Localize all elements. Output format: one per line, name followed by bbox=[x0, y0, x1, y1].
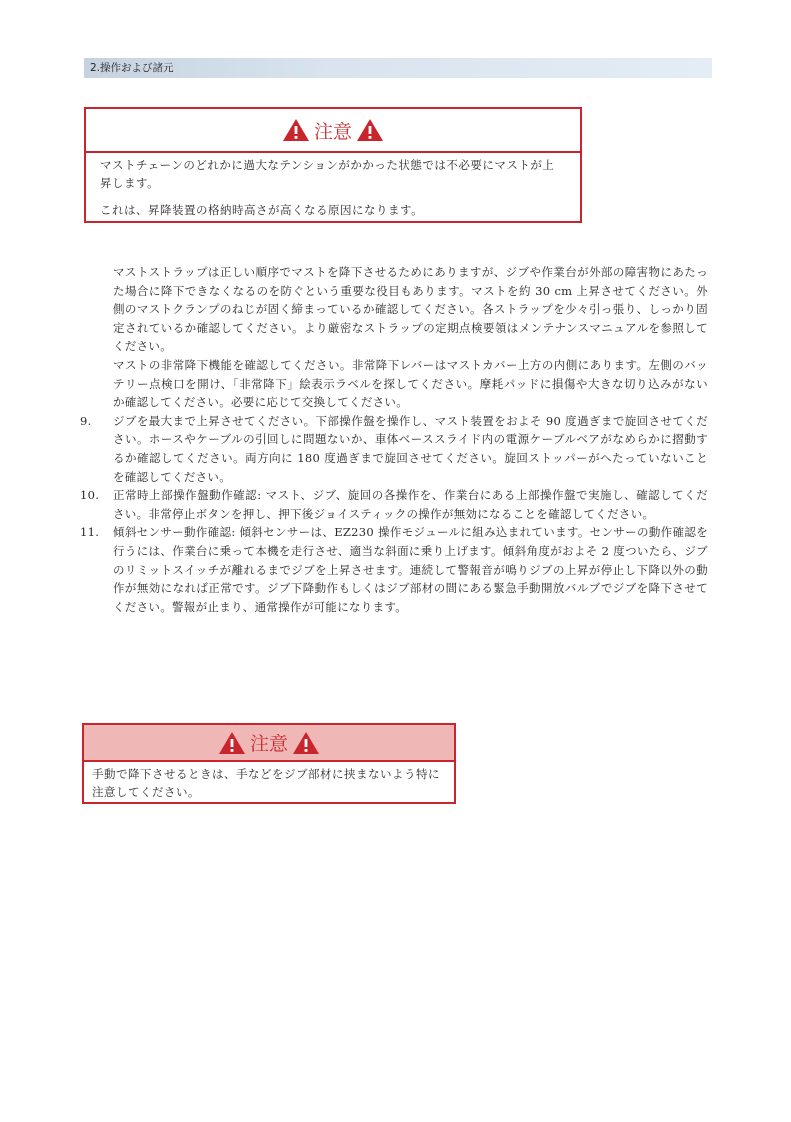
list-item bbox=[80, 412, 708, 486]
warning-triangle-icon bbox=[292, 731, 320, 755]
item-number: 10. bbox=[80, 488, 100, 503]
list-item bbox=[80, 486, 708, 523]
caution-title: 注意 bbox=[313, 120, 352, 143]
caution-title-bar bbox=[84, 725, 454, 762]
item-text: ジブを最大まで上昇させてください。下部操作盤を操作し、マスト装置をおよそ 90 度過ぎまで旋回させてください。ホースやケーブルの引回しに問題ないか、車体ベーススライド内の電源ケーブルベアがなめらかに摺動するか確認してください。両方向に 180 度過ぎまで旋回させてください。旋回ストッパーがへたっていないことを確認してください。 bbox=[113, 413, 708, 484]
body-text bbox=[80, 263, 708, 616]
caution-line-1: マストチェーンのどれかに過大なテンションがかかった状態では不必要にマストが上昇します。 bbox=[100, 158, 555, 190]
warning-triangle-icon bbox=[218, 731, 246, 755]
caution-box-bottom bbox=[82, 723, 456, 804]
item-text: 正常時上部操作盤動作確認: マスト、ジブ、旋回の各操作を、作業台にある上部操作盤で実施し、確認してください。非常停止ボタンを押し、押下後ジョイスティックの操作が無効になることを確認してください。 bbox=[113, 488, 708, 521]
paragraph-emergency-lowering: マストの非常降下機能を確認してください。非常降下レバーはマストカバー上方の内側にあります。左側のバッテリー点検口を開け、「非常降下」絵表示ラベルを探してください。摩耗パッドに損傷や大きな切り込みがないか確認してください。必要に応じて交換してください。 bbox=[113, 357, 708, 410]
item-text: 傾斜センサー動作確認: 傾斜センサーは、EZ230 操作モジュールに組み込まれています。センサーの動作確認を行うには、作業台に乗って本機を走行させ、適当な斜面に乗り上げます。傾斜角度がおよそ 2 度ついたら、ジブのリミットスイッチが離れるまでジブを上昇させます。連続して警報音が鳴りジブの上昇が停止し下降以外の動作が無効になれば正常です。ジブ下降動作もしくはジブ部材の間にある緊急手動開放バルブでジブを降下させてください。警報が止まり、通常操作が可能になります。 bbox=[113, 525, 708, 614]
caution-box-top bbox=[84, 107, 582, 223]
paragraph-mast-strap: マストストラップは正しい順序でマストを降下させるためにありますが、ジブや作業台が外部の障害物にあたった場合に降下できなくなるのを防ぐという重要な役目もあります。マストを約 30 cm 上昇させてください。外側のマストクランプのねじが固く締まっているか確認してください。各ストラップを少々引っ張り、しっかり固定されているか確認してください。より厳密なストラップの定期点検要領はメンテナンスマニュアルを参照してください。 bbox=[113, 265, 708, 354]
caution-title-bar bbox=[86, 109, 580, 153]
list-item bbox=[80, 523, 708, 616]
section-header bbox=[84, 58, 712, 78]
caution-line-2: これは、昇降装置の格納時高さが高くなる原因になります。 bbox=[100, 203, 424, 217]
warning-triangle-icon bbox=[356, 118, 384, 142]
caution-line: 手動で降下させるときは、手などをジブ部材に挟まないよう特に注意してください。 bbox=[92, 767, 440, 799]
caution-text bbox=[84, 762, 454, 801]
section-title: 2.操作および諸元 bbox=[90, 62, 174, 74]
warning-triangle-icon bbox=[282, 118, 310, 142]
caution-text bbox=[86, 153, 580, 219]
caution-title: 注意 bbox=[249, 733, 288, 755]
item-number: 11. bbox=[80, 525, 100, 540]
item-number: 9. bbox=[80, 413, 92, 428]
